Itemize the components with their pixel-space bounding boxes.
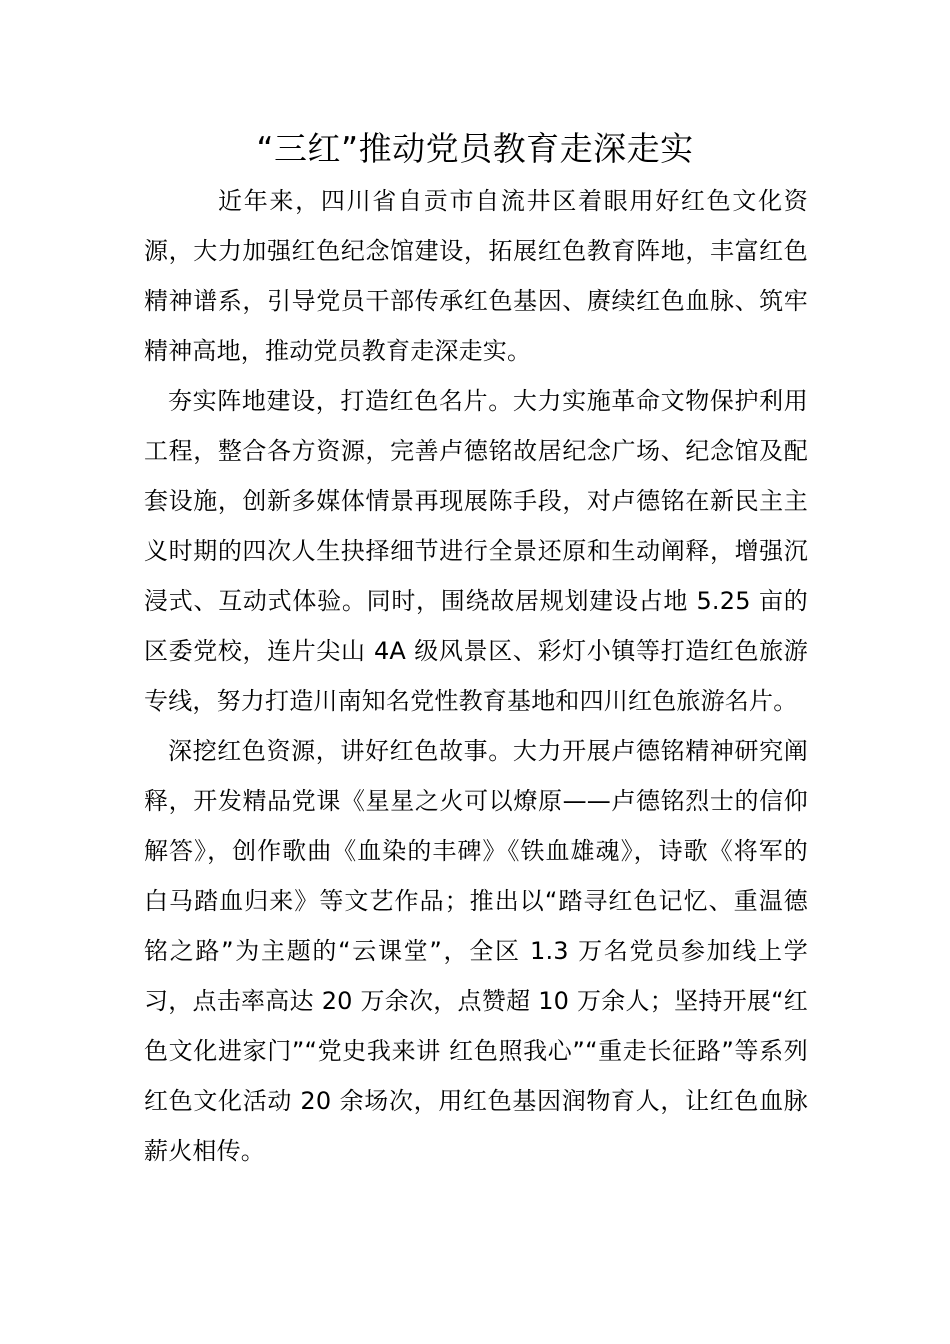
document-body: [144, 176, 808, 1176]
paragraph-position-building: 夯实阵地建设，打造红色名片。大力实施革命文物保护利用工程，整合各方资源，完善卢德铭故居纪念广场、纪念馆及配套设施，创新多媒体情景再现展陈手段，对卢德铭在新民主主义时期的四次人生抉择细节进行全景还原和生动阐释，增强沉浸式、互动式体验。同时，围绕故居规划建设占地 5.25 亩的区委党校，连片尖山 4A 级风景区、彩灯小镇等打造红色旅游专线，努力打造川南知名党性教育基地和四川红色旅游名片。: [144, 387, 808, 715]
paragraph-red-resources: 深挖红色资源，讲好红色故事。大力开展卢德铭精神研究阐释，开发精品党课《星星之火可以燎原——卢德铭烈士的信仰解答》，创作歌曲《血染的丰碑》《铁血雄魂》，诗歌《将军的白马踏血归来》等文艺作品；推出以“踏寻红色记忆、重温德铭之路”为主题的“云课堂”，全区 1.3 万名党员参加线上学习，点击率高达 20 万余次，点赞超 10 万余人；坚持开展“红色文化进家门”“党史我来讲 红色照我心”“重走长征路”等系列红色文化活动 20 余场次，用红色基因润物育人，让红色血脉薪火相传。: [144, 737, 808, 1165]
paragraph-intro: 近年来，四川省自贡市自流井区着眼用好红色文化资源，大力加强红色纪念馆建设，拓展红色教育阵地，丰富红色精神谱系，引导党员干部传承红色基因、赓续红色血脉、筑牢精神高地，推动党员教育走深走实。: [144, 187, 808, 365]
document-title: “三红”推动党员教育走深走实: [256, 129, 694, 168]
